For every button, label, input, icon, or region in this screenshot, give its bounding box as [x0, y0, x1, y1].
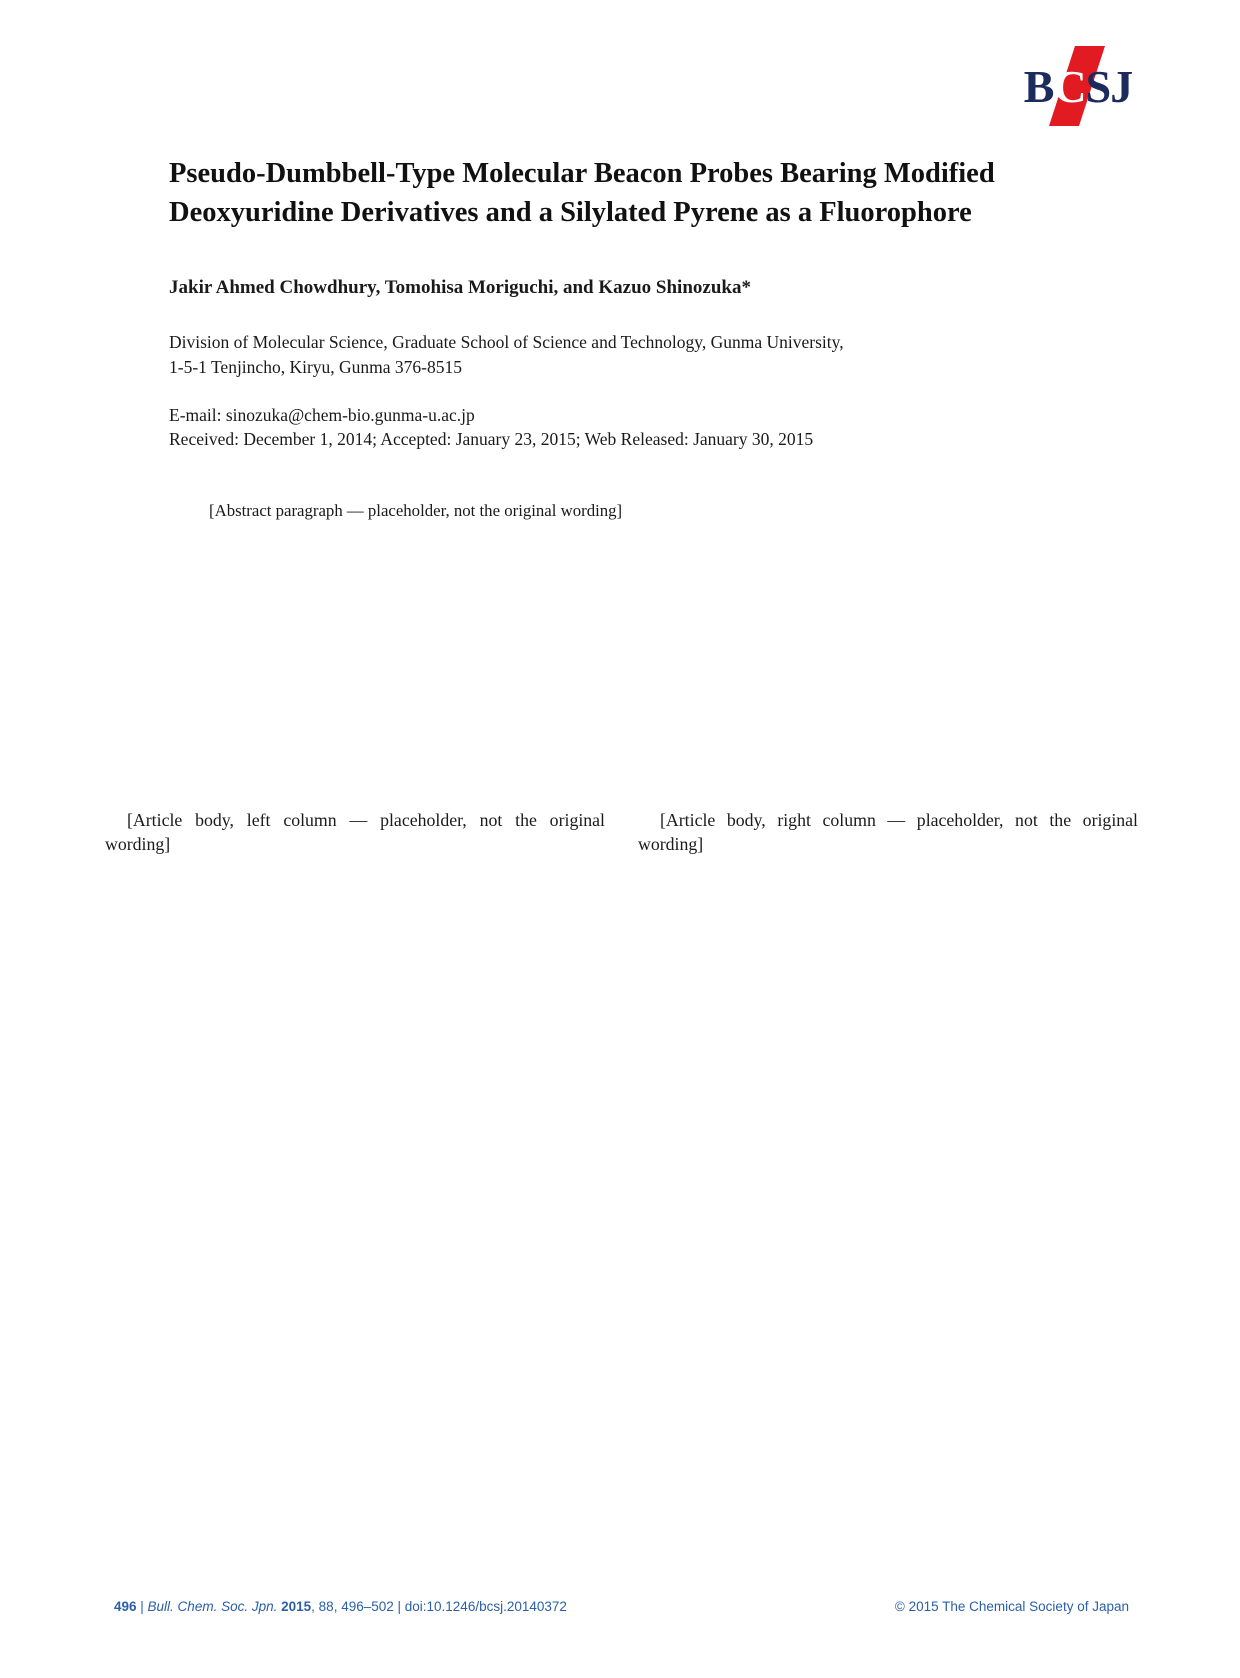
footer-separator: | — [136, 1599, 148, 1614]
abstract: [Abstract paragraph — placeholder, not the original wording] — [209, 501, 623, 520]
logo-letter-b: B — [1023, 61, 1054, 112]
footer-volume-doi[interactable]: , 88, 496–502 | doi:10.1246/bcsj.20140372 — [311, 1599, 567, 1614]
email-line[interactable]: E-mail: sinozuka@chem-bio.gunma-u.ac.jp — [169, 405, 475, 425]
body-column-left — [105, 808, 605, 860]
footer-citation — [114, 1599, 567, 1614]
paper-title: Pseudo-Dumbbell-Type Molecular Beacon Probes Bearing Modified Deoxyuridine Derivatives and a Silylated Pyrene as a Fluorophore — [169, 158, 995, 228]
bcsj-logo — [1016, 42, 1136, 126]
affiliation-line-2: 1-5-1 Tenjincho, Kiryu, Gunma 376-8515 — [169, 357, 462, 377]
logo-letters-sj: SJ — [1085, 61, 1133, 112]
affiliation-line-1: Division of Molecular Science, Graduate School of Science and Technology, Gunma University, — [169, 332, 844, 352]
body-paragraph: [Article body, left column — placeholder, not the original wording] — [105, 810, 605, 854]
logo-letter-c: C — [1053, 61, 1086, 112]
body-column-right — [638, 808, 1138, 860]
contact-info — [169, 403, 1069, 451]
footer-copyright: © 2015 The Chemical Society of Japan — [894, 1599, 1129, 1614]
author-list: Jakir Ahmed Chowdhury, Tomohisa Moriguchi, and Kazuo Shinozuka* — [169, 277, 751, 298]
logo-text — [1020, 60, 1136, 113]
footer-page-number: 496 — [114, 1599, 137, 1614]
footer-journal: Bull. Chem. Soc. Jpn. — [147, 1599, 278, 1614]
body-paragraph: [Article body, right column — placeholder, not the original wording] — [638, 810, 1138, 854]
footer-year: 2015 — [281, 1599, 312, 1614]
affiliation — [169, 330, 1069, 380]
dates-line: Received: December 1, 2014; Accepted: January 23, 2015; Web Released: January 30, 2015 — [169, 429, 814, 449]
